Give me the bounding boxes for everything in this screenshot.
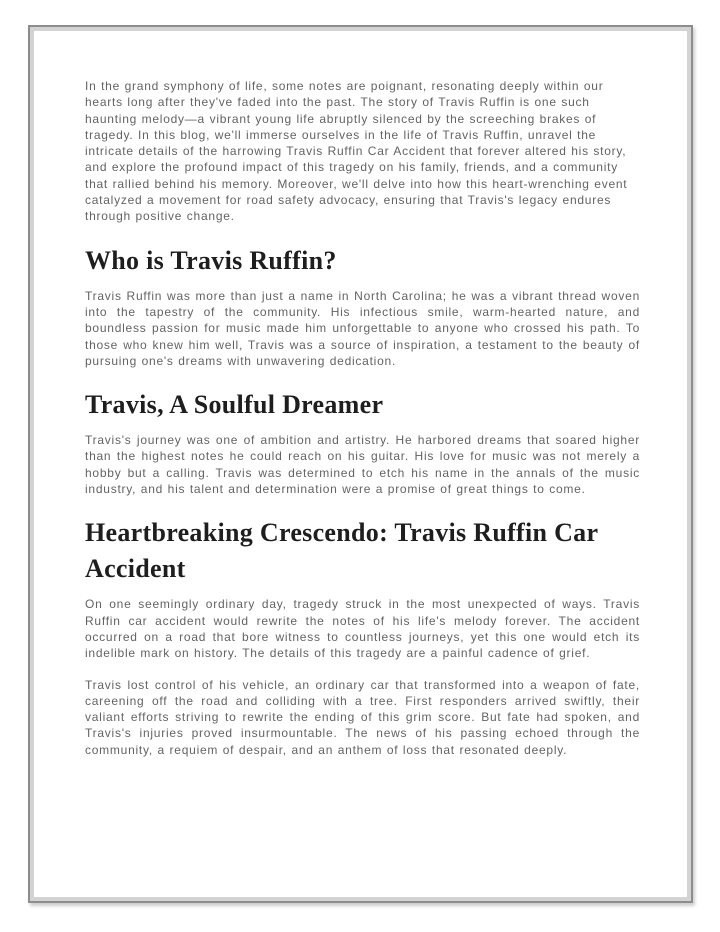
section-heading-soulful-dreamer: Travis, A Soulful Dreamer — [85, 390, 384, 420]
section-heading-car-accident: Heartbreaking Crescendo: Travis Ruffin Car Accident — [85, 518, 598, 584]
paragraph: Travis's journey was one of ambition and artistry. He harbored dreams that soared higher than the highest notes he could reach on his guitar. His love for music was not merely a hobby but a calling. Travis was determined to etch his name in the annals of the music industry, and his talent and determination were a promise of great things to come. — [85, 433, 640, 497]
blog-article — [30, 27, 691, 758]
section-heading-who-is-travis-ruffin: Who is Travis Ruffin? — [85, 245, 337, 275]
intro-paragraph: In the grand symphony of life, some notes are poignant, resonating deeply within our hearts long after they've faded into the past. The story of Travis Ruffin is one such haunting melody—a vibrant young life abruptly silenced by the screeching brakes of tragedy. In this blog, we'll immerse ourselves in the life of Travis Ruffin, unravel the intricate details of the harrowing Travis Ruffin Car Accident that forever altered his story, and explore the profound impact of this tragedy on his family, friends, and a community that rallied behind his memory. Moreover, we'll delve into how this heart-wrenching event catalyzed a movement for road safety advocacy, ensuring that Travis's legacy endures through positive change. — [85, 79, 628, 224]
paragraph: On one seemingly ordinary day, tragedy struck in the most unexpected of ways. Travis Ruffin car accident would rewrite the notes of his life's melody forever. The accident occurred on a road that bore witness to countless journeys, yet this one would etch its indelible mark on history. The details of this tragedy are a painful cadence of grief. — [85, 597, 640, 661]
paragraph: Travis lost control of his vehicle, an ordinary car that transformed into a weapon of fate, careening off the road and colliding with a tree. First responders arrived swiftly, their valiant efforts striving to rewrite the ending of this grim score. But fate had spoken, and Travis's injuries proved insurmountable. The news of his passing echoed through the community, a requiem of despair, and an anthem of loss that resonated deeply. — [85, 677, 640, 757]
section-car-accident — [85, 515, 640, 758]
paragraph: Travis Ruffin was more than just a name in North Carolina; he was a vibrant thread woven into the tapestry of the community. His infectious smile, warm-hearted nature, and boundless passion for music made him unforgettable to anyone who crossed his path. To those who knew him well, Travis was a source of inspiration, a testament to the beauty of pursuing one's dreams with unwavering dedication. — [85, 288, 640, 368]
section-soulful-dreamer — [85, 387, 640, 497]
section-who-is-travis-ruffin — [85, 243, 640, 369]
page-frame — [28, 25, 693, 903]
